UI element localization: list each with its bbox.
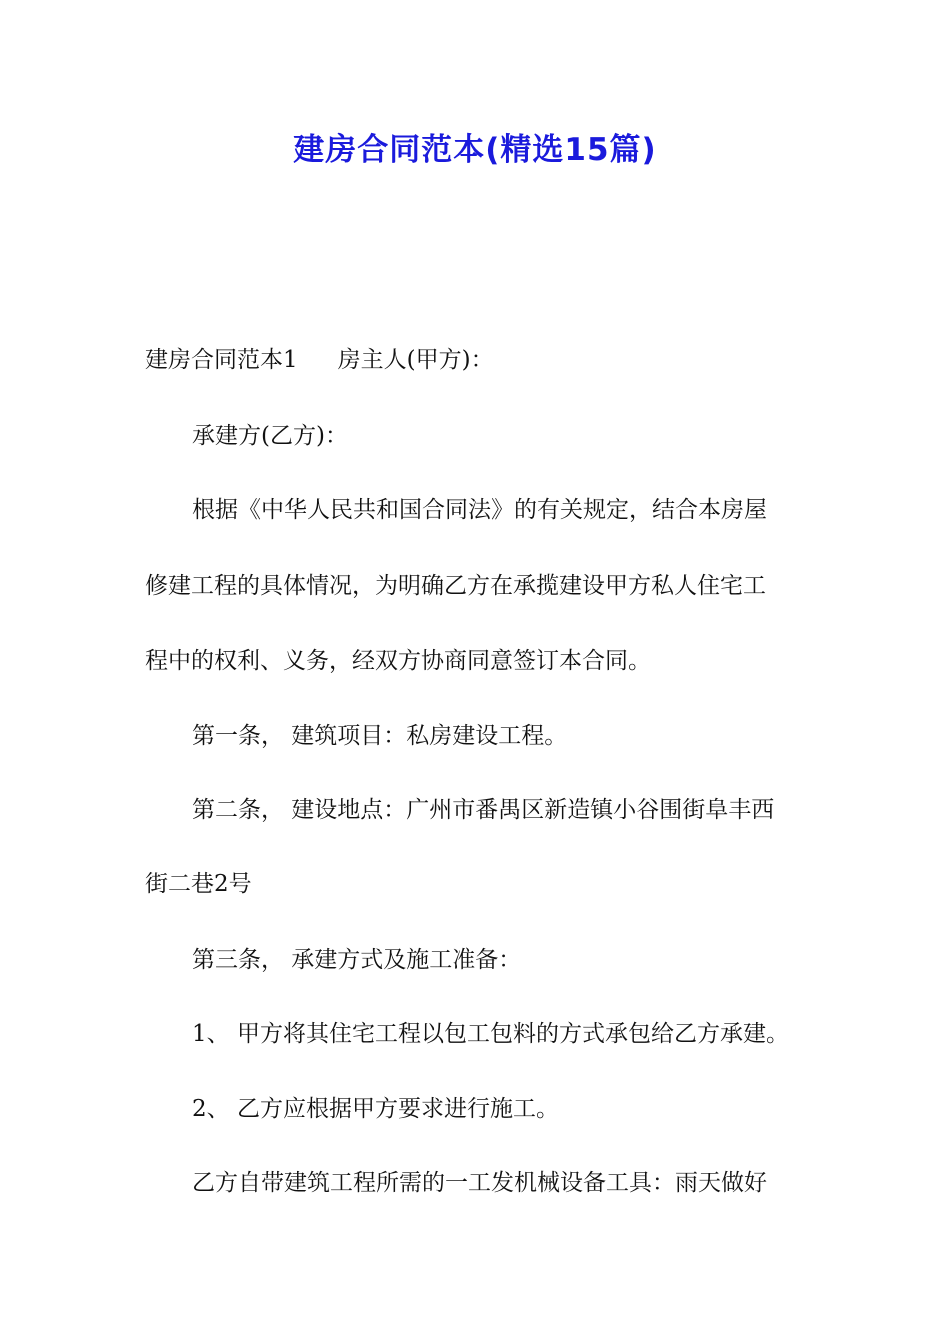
list-item: 1、 甲方将其住宅工程以包工包料的方式承包给乙方承建。 — [192, 1021, 789, 1047]
party-b-label: 承建方(乙方)： — [192, 423, 348, 449]
clause-line: 第三条， 承建方式及施工准备： — [192, 947, 522, 973]
paragraph-line: 街二巷2号 — [145, 871, 252, 897]
section-heading: 建房合同范本1 — [145, 347, 298, 373]
party-a-label: 房主人(甲方)： — [337, 347, 494, 373]
paragraph-line: 修建工程的具体情况，为明确乙方在承揽建设甲方私人住宅工 — [145, 573, 766, 599]
paragraph-line: 程中的权利、义务，经双方协商同意签订本合同。 — [145, 648, 651, 674]
list-item: 2、 乙方应根据甲方要求进行施工。 — [192, 1096, 559, 1122]
document-title: 建房合同范本(精选15篇) — [293, 132, 657, 168]
paragraph-line: 根据《中华人民共和国合同法》的有关规定，结合本房屋 — [192, 497, 767, 523]
paragraph-line — [145, 340, 825, 380]
paragraph-line: 乙方自带建筑工程所需的一工发机械设备工具：雨天做好 — [192, 1170, 767, 1196]
clause-line: 第二条， 建设地点：广州市番禺区新造镇小谷围街阜丰西 — [192, 797, 775, 823]
clause-line: 第一条， 建筑项目：私房建设工程。 — [192, 723, 568, 749]
